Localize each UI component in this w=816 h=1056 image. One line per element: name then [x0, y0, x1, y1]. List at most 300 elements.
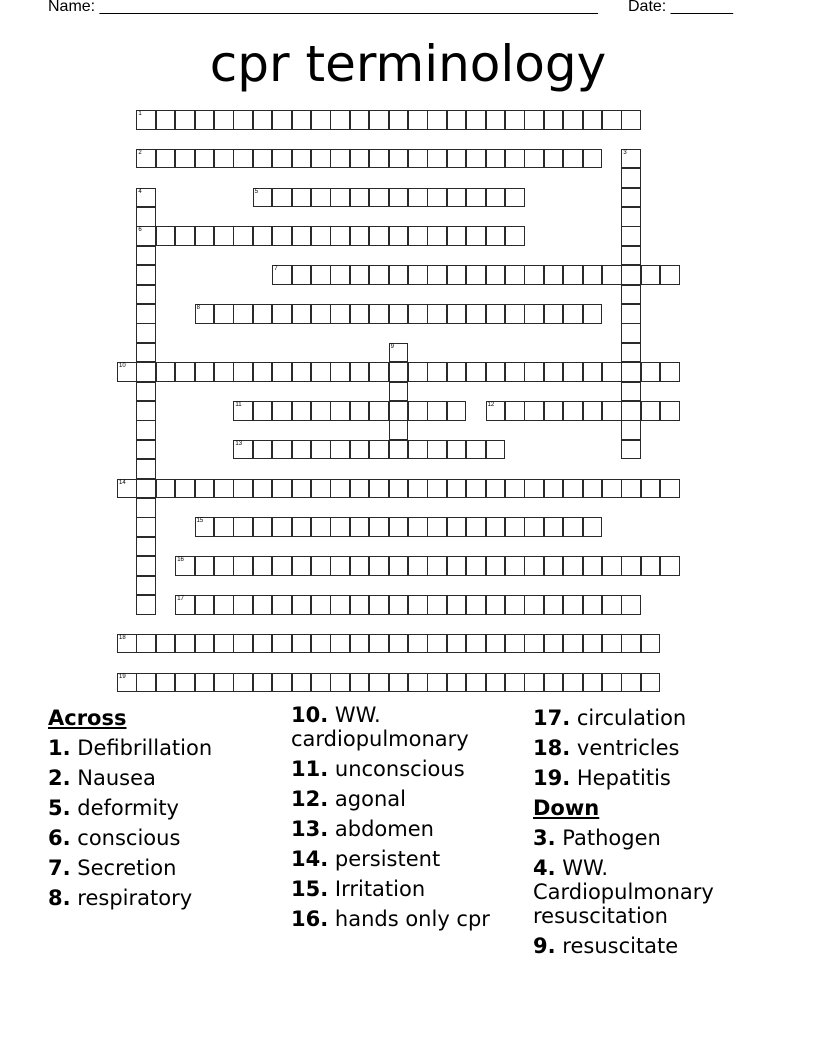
grid-cell[interactable] [369, 149, 389, 169]
grid-cell[interactable] [544, 362, 564, 382]
grid-cell[interactable] [563, 479, 583, 499]
grid-cell[interactable] [195, 479, 215, 499]
grid-cell[interactable] [466, 110, 486, 130]
grid-cell[interactable] [253, 188, 273, 208]
grid-cell[interactable] [563, 595, 583, 615]
grid-cell[interactable] [389, 556, 409, 576]
grid-cell[interactable] [330, 110, 350, 130]
grid-cell[interactable] [447, 362, 467, 382]
grid-cell[interactable] [350, 149, 370, 169]
grid-cell[interactable] [311, 149, 331, 169]
grid-cell[interactable] [505, 595, 525, 615]
grid-cell[interactable] [233, 673, 253, 693]
grid-cell[interactable] [136, 343, 156, 363]
grid-cell[interactable] [505, 517, 525, 537]
grid-cell[interactable] [369, 304, 389, 324]
grid-cell[interactable] [175, 362, 195, 382]
grid-cell[interactable] [486, 673, 506, 693]
grid-cell[interactable] [253, 149, 273, 169]
grid-cell[interactable] [350, 362, 370, 382]
grid-cell[interactable] [214, 673, 234, 693]
grid-cell[interactable] [350, 226, 370, 246]
grid-cell[interactable] [563, 149, 583, 169]
grid-cell[interactable] [583, 304, 603, 324]
grid-cell[interactable] [292, 479, 312, 499]
grid-cell[interactable] [175, 673, 195, 693]
grid-cell[interactable] [389, 304, 409, 324]
grid-cell[interactable] [408, 401, 428, 421]
grid-cell[interactable] [486, 479, 506, 499]
grid-cell[interactable] [233, 362, 253, 382]
grid-cell[interactable] [486, 595, 506, 615]
grid-cell[interactable] [544, 634, 564, 654]
grid-cell[interactable] [563, 304, 583, 324]
grid-cell[interactable] [427, 362, 447, 382]
grid-cell[interactable] [563, 556, 583, 576]
grid-cell[interactable] [195, 362, 215, 382]
grid-cell[interactable] [311, 595, 331, 615]
grid-cell[interactable] [253, 595, 273, 615]
grid-cell[interactable] [311, 188, 331, 208]
grid-cell[interactable] [253, 110, 273, 130]
grid-cell[interactable] [505, 401, 525, 421]
grid-cell[interactable] [408, 362, 428, 382]
grid-cell[interactable] [660, 556, 680, 576]
grid-cell[interactable] [466, 517, 486, 537]
grid-cell[interactable] [602, 595, 622, 615]
grid-cell[interactable] [447, 265, 467, 285]
grid-cell[interactable] [621, 673, 641, 693]
grid-cell[interactable] [544, 401, 564, 421]
grid-cell[interactable] [563, 517, 583, 537]
grid-cell[interactable] [350, 479, 370, 499]
grid-cell[interactable] [641, 265, 661, 285]
grid-cell[interactable] [621, 168, 641, 188]
grid-cell[interactable] [602, 673, 622, 693]
grid-cell[interactable] [272, 517, 292, 537]
grid-cell[interactable] [156, 110, 176, 130]
grid-cell[interactable] [350, 595, 370, 615]
grid-cell[interactable] [292, 188, 312, 208]
grid-cell[interactable] [466, 479, 486, 499]
grid-cell[interactable] [427, 595, 447, 615]
grid-cell[interactable] [330, 634, 350, 654]
grid-cell[interactable] [214, 479, 234, 499]
grid-cell[interactable] [486, 265, 506, 285]
grid-cell[interactable] [427, 149, 447, 169]
grid-cell[interactable] [136, 595, 156, 615]
grid-cell[interactable] [233, 401, 253, 421]
grid-cell[interactable] [389, 149, 409, 169]
grid-cell[interactable] [369, 673, 389, 693]
grid-cell[interactable] [136, 401, 156, 421]
grid-cell[interactable] [253, 634, 273, 654]
date-field[interactable]: Date: _______ [628, 0, 733, 15]
grid-cell[interactable] [466, 265, 486, 285]
grid-cell[interactable] [214, 362, 234, 382]
grid-cell[interactable] [389, 673, 409, 693]
grid-cell[interactable] [233, 149, 253, 169]
grid-cell[interactable] [175, 595, 195, 615]
grid-cell[interactable] [330, 149, 350, 169]
grid-cell[interactable] [486, 362, 506, 382]
grid-cell[interactable] [563, 362, 583, 382]
grid-cell[interactable] [583, 634, 603, 654]
grid-cell[interactable] [524, 673, 544, 693]
grid-cell[interactable] [427, 673, 447, 693]
grid-cell[interactable] [330, 673, 350, 693]
grid-cell[interactable] [369, 265, 389, 285]
grid-cell[interactable] [466, 188, 486, 208]
grid-cell[interactable] [408, 110, 428, 130]
grid-cell[interactable] [292, 304, 312, 324]
grid-cell[interactable] [621, 479, 641, 499]
grid-cell[interactable] [621, 149, 641, 169]
grid-cell[interactable] [427, 188, 447, 208]
grid-cell[interactable] [136, 149, 156, 169]
grid-cell[interactable] [389, 440, 409, 460]
grid-cell[interactable] [427, 556, 447, 576]
grid-cell[interactable] [408, 673, 428, 693]
grid-cell[interactable] [563, 673, 583, 693]
grid-cell[interactable] [136, 362, 156, 382]
grid-cell[interactable] [350, 634, 370, 654]
grid-cell[interactable] [621, 440, 641, 460]
grid-cell[interactable] [369, 517, 389, 537]
grid-cell[interactable] [369, 362, 389, 382]
grid-cell[interactable] [447, 517, 467, 537]
grid-cell[interactable] [136, 537, 156, 557]
grid-cell[interactable] [486, 304, 506, 324]
grid-cell[interactable] [544, 595, 564, 615]
grid-cell[interactable] [486, 401, 506, 421]
grid-cell[interactable] [214, 595, 234, 615]
grid-cell[interactable] [253, 556, 273, 576]
grid-cell[interactable] [563, 265, 583, 285]
grid-cell[interactable] [350, 440, 370, 460]
grid-cell[interactable] [369, 595, 389, 615]
grid-cell[interactable] [272, 595, 292, 615]
grid-cell[interactable] [195, 149, 215, 169]
grid-cell[interactable] [660, 362, 680, 382]
grid-cell[interactable] [524, 265, 544, 285]
grid-cell[interactable] [175, 479, 195, 499]
grid-cell[interactable] [233, 440, 253, 460]
grid-cell[interactable] [350, 556, 370, 576]
grid-cell[interactable] [369, 440, 389, 460]
grid-cell[interactable] [233, 517, 253, 537]
grid-cell[interactable] [117, 634, 137, 654]
grid-cell[interactable] [292, 110, 312, 130]
grid-cell[interactable] [195, 634, 215, 654]
grid-cell[interactable] [175, 226, 195, 246]
grid-cell[interactable] [621, 556, 641, 576]
grid-cell[interactable] [583, 401, 603, 421]
grid-cell[interactable] [330, 304, 350, 324]
grid-cell[interactable] [544, 265, 564, 285]
grid-cell[interactable] [272, 226, 292, 246]
grid-cell[interactable] [505, 304, 525, 324]
grid-cell[interactable] [583, 149, 603, 169]
grid-cell[interactable] [660, 479, 680, 499]
grid-cell[interactable] [156, 673, 176, 693]
grid-cell[interactable] [350, 265, 370, 285]
grid-cell[interactable] [369, 110, 389, 130]
grid-cell[interactable] [233, 226, 253, 246]
grid-cell[interactable] [389, 188, 409, 208]
grid-cell[interactable] [175, 634, 195, 654]
grid-cell[interactable] [350, 401, 370, 421]
grid-cell[interactable] [214, 634, 234, 654]
grid-cell[interactable] [524, 556, 544, 576]
grid-cell[interactable] [447, 673, 467, 693]
grid-cell[interactable] [389, 110, 409, 130]
grid-cell[interactable] [486, 188, 506, 208]
grid-cell[interactable] [195, 304, 215, 324]
grid-cell[interactable] [136, 517, 156, 537]
grid-cell[interactable] [136, 304, 156, 324]
grid-cell[interactable] [350, 188, 370, 208]
grid-cell[interactable] [272, 440, 292, 460]
grid-cell[interactable] [272, 556, 292, 576]
grid-cell[interactable] [311, 479, 331, 499]
grid-cell[interactable] [544, 479, 564, 499]
grid-cell[interactable] [272, 401, 292, 421]
grid-cell[interactable] [505, 673, 525, 693]
grid-cell[interactable] [447, 595, 467, 615]
grid-cell[interactable] [524, 517, 544, 537]
grid-cell[interactable] [330, 362, 350, 382]
grid-cell[interactable] [563, 401, 583, 421]
grid-cell[interactable] [292, 634, 312, 654]
grid-cell[interactable] [621, 634, 641, 654]
grid-cell[interactable] [524, 479, 544, 499]
grid-cell[interactable] [602, 401, 622, 421]
grid-cell[interactable] [330, 556, 350, 576]
grid-cell[interactable] [156, 634, 176, 654]
grid-cell[interactable] [233, 479, 253, 499]
grid-cell[interactable] [136, 420, 156, 440]
grid-cell[interactable] [330, 226, 350, 246]
grid-cell[interactable] [621, 343, 641, 363]
grid-cell[interactable] [641, 362, 661, 382]
grid-cell[interactable] [369, 634, 389, 654]
grid-cell[interactable] [621, 110, 641, 130]
grid-cell[interactable] [447, 149, 467, 169]
grid-cell[interactable] [447, 401, 467, 421]
grid-cell[interactable] [272, 362, 292, 382]
grid-cell[interactable] [583, 265, 603, 285]
grid-cell[interactable] [621, 265, 641, 285]
grid-cell[interactable] [447, 556, 467, 576]
grid-cell[interactable] [427, 226, 447, 246]
grid-cell[interactable] [311, 362, 331, 382]
grid-cell[interactable] [408, 517, 428, 537]
grid-cell[interactable] [292, 401, 312, 421]
grid-cell[interactable] [311, 556, 331, 576]
grid-cell[interactable] [311, 226, 331, 246]
grid-cell[interactable] [156, 226, 176, 246]
grid-cell[interactable] [486, 110, 506, 130]
grid-cell[interactable] [233, 595, 253, 615]
grid-cell[interactable] [272, 304, 292, 324]
grid-cell[interactable] [602, 362, 622, 382]
grid-cell[interactable] [408, 265, 428, 285]
grid-cell[interactable] [292, 149, 312, 169]
grid-cell[interactable] [292, 595, 312, 615]
grid-cell[interactable] [253, 673, 273, 693]
grid-cell[interactable] [563, 110, 583, 130]
grid-cell[interactable] [330, 595, 350, 615]
grid-cell[interactable] [214, 149, 234, 169]
grid-cell[interactable] [330, 517, 350, 537]
grid-cell[interactable] [136, 634, 156, 654]
grid-cell[interactable] [621, 304, 641, 324]
grid-cell[interactable] [389, 265, 409, 285]
grid-cell[interactable] [447, 226, 467, 246]
grid-cell[interactable] [330, 265, 350, 285]
grid-cell[interactable] [195, 517, 215, 537]
grid-cell[interactable] [272, 265, 292, 285]
grid-cell[interactable] [292, 673, 312, 693]
grid-cell[interactable] [136, 576, 156, 596]
grid-cell[interactable] [136, 110, 156, 130]
grid-cell[interactable] [117, 362, 137, 382]
grid-cell[interactable] [330, 440, 350, 460]
grid-cell[interactable] [544, 673, 564, 693]
grid-cell[interactable] [136, 459, 156, 479]
grid-cell[interactable] [195, 673, 215, 693]
grid-cell[interactable] [621, 285, 641, 305]
grid-cell[interactable] [621, 420, 641, 440]
grid-cell[interactable] [505, 556, 525, 576]
grid-cell[interactable] [427, 110, 447, 130]
grid-cell[interactable] [311, 401, 331, 421]
grid-cell[interactable] [253, 401, 273, 421]
grid-cell[interactable] [524, 110, 544, 130]
grid-cell[interactable] [175, 149, 195, 169]
grid-cell[interactable] [389, 343, 409, 363]
grid-cell[interactable] [195, 110, 215, 130]
grid-cell[interactable] [505, 362, 525, 382]
grid-cell[interactable] [486, 556, 506, 576]
grid-cell[interactable] [292, 556, 312, 576]
grid-cell[interactable] [544, 149, 564, 169]
grid-cell[interactable] [195, 556, 215, 576]
grid-cell[interactable] [427, 401, 447, 421]
grid-cell[interactable] [427, 517, 447, 537]
grid-cell[interactable] [195, 226, 215, 246]
grid-cell[interactable] [621, 207, 641, 227]
grid-cell[interactable] [505, 226, 525, 246]
grid-cell[interactable] [408, 188, 428, 208]
grid-cell[interactable] [311, 634, 331, 654]
grid-cell[interactable] [389, 226, 409, 246]
grid-cell[interactable] [389, 595, 409, 615]
grid-cell[interactable] [311, 110, 331, 130]
grid-cell[interactable] [214, 304, 234, 324]
grid-cell[interactable] [466, 226, 486, 246]
grid-cell[interactable] [311, 265, 331, 285]
grid-cell[interactable] [466, 440, 486, 460]
grid-cell[interactable] [563, 634, 583, 654]
grid-cell[interactable] [136, 265, 156, 285]
grid-cell[interactable] [427, 265, 447, 285]
grid-cell[interactable] [486, 226, 506, 246]
grid-cell[interactable] [583, 556, 603, 576]
grid-cell[interactable] [408, 226, 428, 246]
grid-cell[interactable] [175, 110, 195, 130]
grid-cell[interactable] [389, 382, 409, 402]
grid-cell[interactable] [447, 188, 467, 208]
grid-cell[interactable] [621, 595, 641, 615]
grid-cell[interactable] [292, 226, 312, 246]
grid-cell[interactable] [544, 517, 564, 537]
grid-cell[interactable] [292, 265, 312, 285]
grid-cell[interactable] [505, 479, 525, 499]
grid-cell[interactable] [447, 634, 467, 654]
grid-cell[interactable] [311, 673, 331, 693]
grid-cell[interactable] [602, 634, 622, 654]
grid-cell[interactable] [505, 110, 525, 130]
grid-cell[interactable] [136, 246, 156, 266]
grid-cell[interactable] [253, 226, 273, 246]
grid-cell[interactable] [117, 673, 137, 693]
grid-cell[interactable] [621, 226, 641, 246]
grid-cell[interactable] [660, 265, 680, 285]
name-field[interactable]: Name: ________________________________________________________ [48, 0, 598, 15]
grid-cell[interactable] [272, 634, 292, 654]
grid-cell[interactable] [466, 634, 486, 654]
grid-cell[interactable] [427, 479, 447, 499]
grid-cell[interactable] [214, 556, 234, 576]
grid-cell[interactable] [311, 304, 331, 324]
grid-cell[interactable] [136, 323, 156, 343]
grid-cell[interactable] [311, 517, 331, 537]
grid-cell[interactable] [602, 479, 622, 499]
grid-cell[interactable] [583, 517, 603, 537]
grid-cell[interactable] [389, 401, 409, 421]
grid-cell[interactable] [544, 556, 564, 576]
grid-cell[interactable] [408, 149, 428, 169]
grid-cell[interactable] [330, 401, 350, 421]
grid-cell[interactable] [156, 149, 176, 169]
grid-cell[interactable] [136, 207, 156, 227]
grid-cell[interactable] [272, 188, 292, 208]
grid-cell[interactable] [253, 479, 273, 499]
grid-cell[interactable] [427, 634, 447, 654]
grid-cell[interactable] [641, 634, 661, 654]
grid-cell[interactable] [233, 556, 253, 576]
grid-cell[interactable] [408, 440, 428, 460]
grid-cell[interactable] [524, 401, 544, 421]
grid-cell[interactable] [583, 673, 603, 693]
grid-cell[interactable] [544, 110, 564, 130]
grid-cell[interactable] [466, 362, 486, 382]
grid-cell[interactable] [447, 110, 467, 130]
grid-cell[interactable] [660, 401, 680, 421]
grid-cell[interactable] [486, 149, 506, 169]
grid-cell[interactable] [136, 440, 156, 460]
grid-cell[interactable] [136, 498, 156, 518]
grid-cell[interactable] [408, 634, 428, 654]
grid-cell[interactable] [136, 673, 156, 693]
grid-cell[interactable] [544, 304, 564, 324]
grid-cell[interactable] [195, 595, 215, 615]
grid-cell[interactable] [408, 479, 428, 499]
grid-cell[interactable] [486, 517, 506, 537]
grid-cell[interactable] [156, 362, 176, 382]
